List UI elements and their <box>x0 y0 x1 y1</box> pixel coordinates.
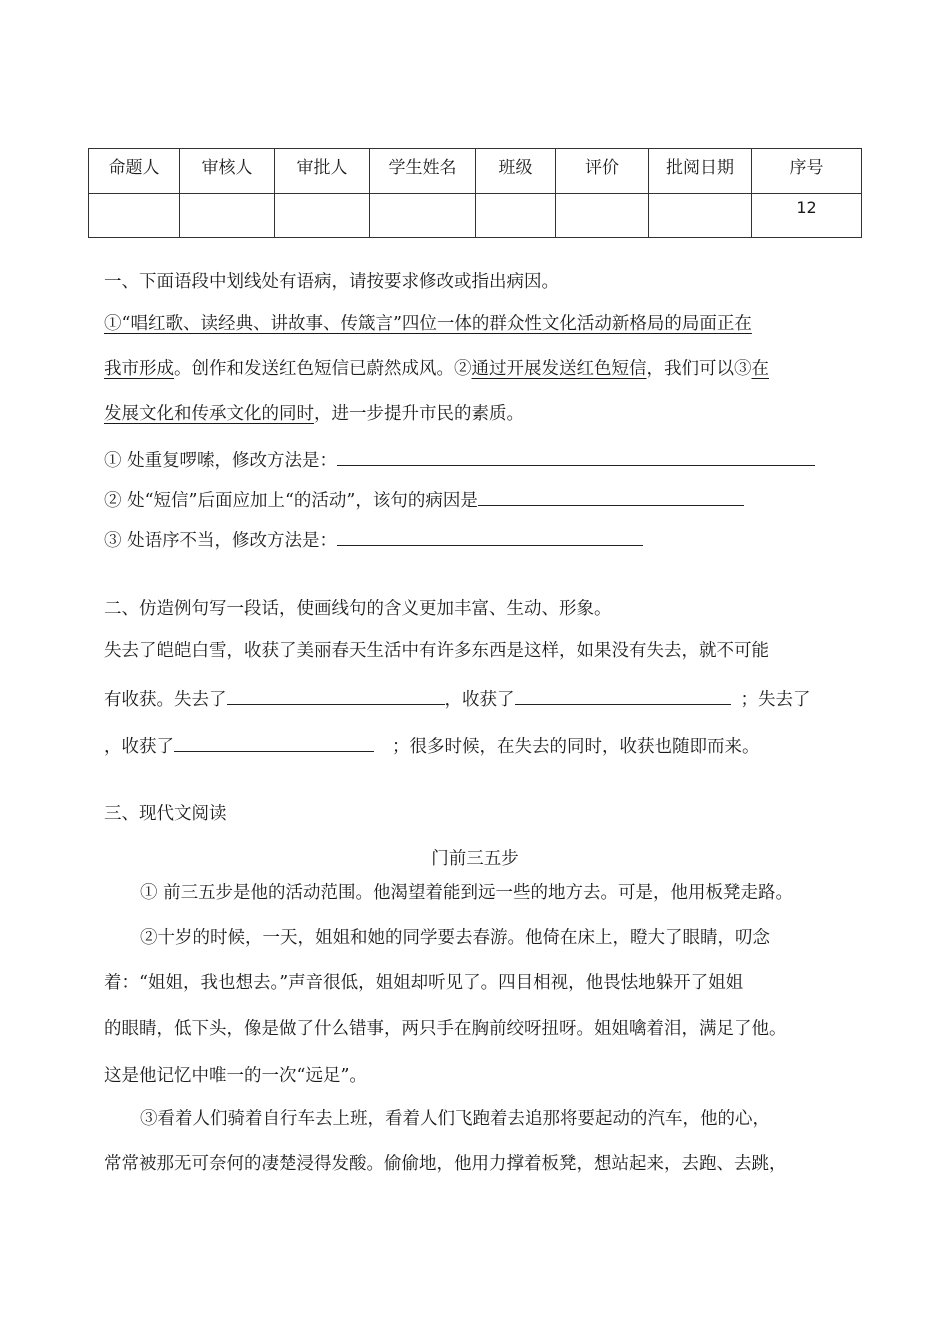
q1-passage-line-1 <box>104 312 752 336</box>
q1-item-3-text: ③ 处语序不当，修改方法是： <box>104 531 338 551</box>
q2-text: ，收获了 <box>444 690 515 710</box>
header-cell-serial-number: 序号 <box>752 149 862 194</box>
header-cell-approver: 审批人 <box>275 149 370 194</box>
q1-answer-blank-3[interactable] <box>337 527 643 546</box>
q1-item-3 <box>104 527 643 553</box>
passage-paragraph-2-line-3: 的眼睛，低下头，像是做了什么错事，两只手在胸前绞呀扭呀。姐姐噙着泪，满足了他。 <box>104 1019 787 1039</box>
header-table <box>88 148 862 238</box>
header-cell-reviewer: 审核人 <box>180 149 275 194</box>
q1-item-1-text: ① 处重复啰嗦，修改方法是： <box>104 451 338 471</box>
value-cell-student-name[interactable] <box>370 194 476 238</box>
value-row <box>89 194 862 238</box>
q1-answer-blank-1[interactable] <box>337 447 815 466</box>
q2-answer-blank-1[interactable] <box>227 686 445 705</box>
q1-item-2 <box>104 487 744 513</box>
q1-heading: 一、下面语段中划线处有语病，请按要求修改或指出病因。 <box>104 272 559 292</box>
q1-underlined-phrase-2: 通过开展发送红色短信 <box>471 359 647 379</box>
q2-answer-blank-3[interactable] <box>174 733 374 752</box>
q3-heading: 三、现代文阅读 <box>104 804 227 824</box>
q2-text: ；失去了 <box>740 690 811 710</box>
q2-text: 有收获。失去了 <box>104 690 227 710</box>
q1-item-1 <box>104 447 815 473</box>
q1-underlined-phrase-1-end: 我市形成 <box>104 359 174 379</box>
header-cell-evaluation: 评价 <box>556 149 649 194</box>
q1-item-2-text: ② 处“短信”后面应加上“的活动”，该句的病因是 <box>104 491 478 511</box>
passage-paragraph-3-line-1: ③看着人们骑着自行车去上班，看着人们飞跑着去追那将要起动的汽车，他的心， <box>140 1109 770 1129</box>
value-cell-proposer[interactable] <box>89 194 180 238</box>
q2-line-3 <box>104 733 760 759</box>
passage-paragraph-2-line-2: 着：“姐姐，我也想去。”声音很低，姐姐却听见了。四目相视，他畏怯地躲开了姐姐 <box>104 973 744 993</box>
passage-paragraph-2-line-4: 这是他记忆中唯一的一次“远足”。 <box>104 1066 367 1086</box>
value-cell-evaluation[interactable] <box>556 194 649 238</box>
q2-text: ；很多时候，在失去的同时，收获也随即而来。 <box>392 737 760 757</box>
q1-underlined-phrase-3: 发展文化和传承文化的同时 <box>104 404 314 424</box>
passage-paragraph-2-line-1: ②十岁的时候，一天，姐姐和她的同学要去春游。他倚在床上，瞪大了眼睛，叨念 <box>140 928 770 948</box>
q2-text: ，收获了 <box>104 737 174 757</box>
q2-heading: 二、仿造例句写一段话，使画线句的含义更加丰富、生动、形象。 <box>104 599 612 619</box>
q1-passage-line-3 <box>104 402 524 426</box>
header-cell-proposer: 命题人 <box>89 149 180 194</box>
header-cell-review-date: 批阅日期 <box>649 149 752 194</box>
value-cell-review-date[interactable] <box>649 194 752 238</box>
q1-answer-blank-2[interactable] <box>478 487 744 506</box>
value-cell-serial-number: 12 <box>752 194 862 238</box>
q2-example-line-1: 失去了皑皑白雪，收获了美丽春天生活中有许多东西是这样，如果没有失去，就不可能 <box>104 641 769 661</box>
passage-paragraph-3-line-2: 常常被那无可奈何的凄楚浸得发酸。偷偷地，他用力撑着板凳，想站起来，去跑、去跳， <box>104 1154 787 1174</box>
value-cell-reviewer[interactable] <box>180 194 275 238</box>
header-cell-class: 班级 <box>476 149 556 194</box>
q2-answer-blank-2[interactable] <box>515 686 731 705</box>
value-cell-approver[interactable] <box>275 194 370 238</box>
q1-passage-line-2 <box>104 357 769 381</box>
value-cell-class[interactable] <box>476 194 556 238</box>
passage-paragraph-1: ① 前三五步是他的活动范围。他渴望着能到远一些的地方去。可是，他用板凳走路。 <box>140 883 794 903</box>
q1-underlined-phrase-3-start: 在 <box>751 359 769 379</box>
q1-plain-text: 。创作和发送红色短信已蔚然成风。② <box>174 359 472 379</box>
q1-plain-text: ，我们可以③ <box>646 359 752 379</box>
q1-plain-text: ，进一步提升市民的素质。 <box>314 404 524 424</box>
header-row <box>89 149 862 194</box>
header-cell-student-name: 学生姓名 <box>370 149 476 194</box>
q1-underlined-phrase-1: ①“唱红歌、读经典、讲故事、传箴言”四位一体的群众性文化活动新格局的局面正在 <box>104 314 752 334</box>
passage-title: 门前三五步 <box>431 849 519 869</box>
q2-line-2 <box>104 686 811 712</box>
